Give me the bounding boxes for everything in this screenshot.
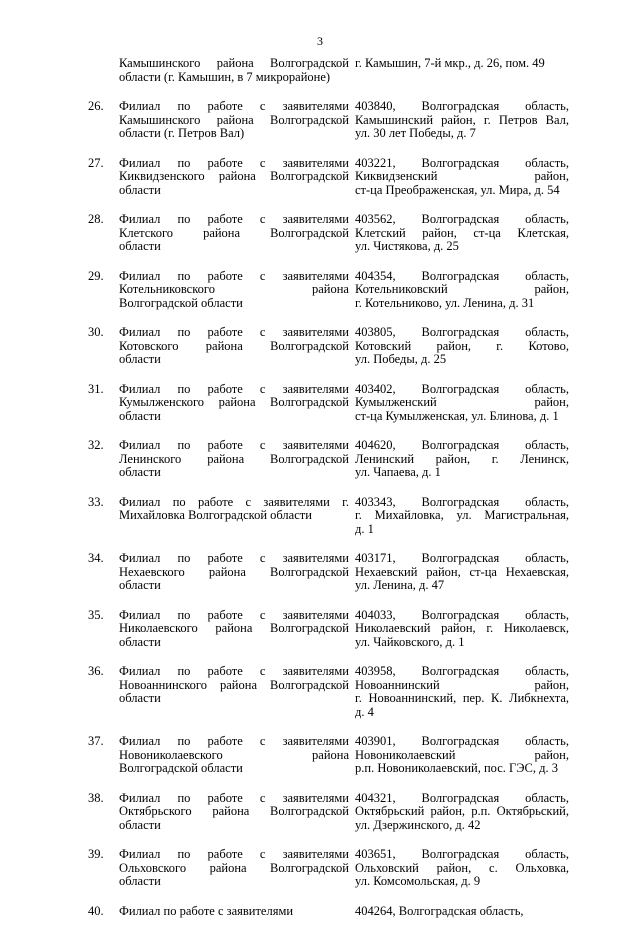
branch-name-line: области (г. Камышин, в 7 микрорайоне) <box>119 69 331 84</box>
list-item <box>0 213 640 254</box>
list-item <box>0 270 640 311</box>
branch-name-line: Камышинского района Волгоградской <box>119 112 349 127</box>
branch-name-line: Филиал по работе с заявителями <box>119 903 294 918</box>
branch-address <box>355 609 569 650</box>
branch-name-line: Октябрьского района Волгоградской <box>119 804 349 818</box>
branch-name <box>119 270 349 311</box>
branch-name-line: Котельниковского района <box>119 282 349 296</box>
address-line: 404264, Волгоградская область, <box>355 903 524 918</box>
list-item <box>0 496 640 537</box>
branch-address <box>355 270 569 311</box>
branch-name-line: области <box>119 239 161 253</box>
branch-name-line: Ленинского района Волгоградской <box>119 451 349 466</box>
entry-number: 28. <box>88 212 104 226</box>
branch-name-line: Филиал по работе с заявителями г. <box>119 494 349 509</box>
address-line: Октябрьский район, р.п. Октябрьский, <box>355 804 569 818</box>
branch-name-line: Киквидзенского района Волгоградской <box>119 169 349 183</box>
branch-address <box>355 383 569 424</box>
entry-number: 36. <box>88 664 104 678</box>
entry-number: 38. <box>88 790 104 805</box>
address-line: Киквидзенский район, <box>355 169 569 183</box>
branch-name <box>119 157 349 198</box>
list-item <box>0 439 640 480</box>
branch-name-line: области <box>119 352 161 366</box>
branch-name-line: Волгоградской области <box>119 761 243 775</box>
entry-number: 32. <box>88 438 104 452</box>
branch-name-line: Филиал по работе с заявителями <box>119 734 349 748</box>
address-line: ул. Дзержинского, д. 42 <box>355 817 481 832</box>
branch-name <box>119 848 349 889</box>
branch-name-line: области <box>119 182 161 197</box>
address-line: 404354, Волгоградская область, <box>355 268 569 283</box>
list-item <box>0 57 640 84</box>
branch-name-line: Филиал по работе с заявителями <box>119 607 349 622</box>
address-line: ул. 30 лет Победы, д. 7 <box>355 126 476 140</box>
branch-name-line: Кумылженского района Волгоградской <box>119 395 349 409</box>
address-line: ул. Победы, д. 25 <box>355 352 447 366</box>
branch-address <box>355 496 569 537</box>
branch-name-line: Клетского района Волгоградской <box>119 225 349 240</box>
address-line: ул. Чапаева, д. 1 <box>355 465 441 479</box>
list-item <box>0 326 640 367</box>
entry-number: 29. <box>88 268 104 283</box>
list-item <box>0 735 640 776</box>
branch-name-line: Нехаевского района Волгоградской <box>119 564 349 579</box>
address-line: ул. Комсомольская, д. 9 <box>355 874 481 888</box>
branch-name-line: области <box>119 817 161 832</box>
address-line: Нехаевский район, ст-ца Нехаевская, <box>355 564 569 579</box>
branch-name-line: области <box>119 634 161 649</box>
address-line: Кумылженский район, <box>355 395 569 409</box>
branch-address <box>355 848 569 889</box>
list-item <box>0 383 640 424</box>
branch-name <box>119 905 349 919</box>
address-line: г. Михайловка, ул. Магистральная, <box>355 508 569 522</box>
list-item <box>0 157 640 198</box>
list-item <box>0 100 640 141</box>
list-item <box>0 609 640 650</box>
address-line: ул. Чайковского, д. 1 <box>355 634 465 649</box>
branch-address <box>355 665 569 719</box>
list-item <box>0 905 640 919</box>
address-line: 403651, Волгоградская область, <box>355 847 569 861</box>
address-line: 403901, Волгоградская область, <box>355 734 569 748</box>
address-line: 404033, Волгоградская область, <box>355 607 569 622</box>
address-line: д. 4 <box>355 704 374 719</box>
branch-address <box>355 157 569 198</box>
branch-name-line: Николаевского района Волгоградской <box>119 621 349 635</box>
branch-name <box>119 326 349 367</box>
branch-name-line: Филиал по работе с заявителями <box>119 268 349 283</box>
address-line: Котовский район, г. Котово, <box>355 338 569 353</box>
address-line: г. Камышин, 7-й мкр., д. 26, пом. 49 <box>355 56 545 70</box>
address-line: 404620, Волгоградская область, <box>355 438 569 452</box>
branch-name-line: области <box>119 465 161 479</box>
entry-number: 33. <box>88 494 104 509</box>
list-item <box>0 848 640 889</box>
branch-name <box>119 57 349 84</box>
branch-name <box>119 496 349 523</box>
entry-number: 31. <box>88 381 104 396</box>
branch-name-line: Новониколаевского района <box>119 747 349 762</box>
address-line: г. Котельниково, ул. Ленина, д. 31 <box>355 295 535 310</box>
address-line: ул. Чистякова, д. 25 <box>355 239 459 253</box>
branch-address <box>355 213 569 254</box>
list-item <box>0 552 640 593</box>
address-line: Камышинский район, г. Петров Вал, <box>355 112 569 127</box>
branch-name <box>119 439 349 480</box>
branch-name-line: Филиал по работе с заявителями <box>119 438 349 452</box>
address-line: г. Новоаннинский, пер. К. Либкнехта, <box>355 691 569 705</box>
branch-name <box>119 552 349 593</box>
address-line: Клетский район, ст-ца Клетская, <box>355 225 569 240</box>
branch-address <box>355 326 569 367</box>
branch-address <box>355 552 569 593</box>
entry-number: 34. <box>88 551 104 565</box>
branch-name <box>119 609 349 650</box>
branch-name-line: Филиал по работе с заявителями <box>119 155 349 170</box>
branch-name-line: Ольховского района Волгоградской <box>119 860 349 875</box>
address-line: 403840, Волгоградская область, <box>355 99 569 113</box>
branch-name <box>119 100 349 141</box>
branch-name-line: Филиал по работе с заявителями <box>119 551 349 565</box>
branch-list <box>0 57 640 934</box>
list-item <box>0 665 640 719</box>
branch-name-line: Михайловка Волгоградской области <box>119 508 312 522</box>
address-line: Ленинский район, г. Ленинск, <box>355 451 569 466</box>
branch-name-line: области (г. Петров Вал) <box>119 126 245 140</box>
branch-name-line: Новоаннинского района Волгоградской <box>119 677 349 692</box>
branch-name <box>119 735 349 776</box>
list-item <box>0 792 640 833</box>
branch-name-line: области <box>119 408 161 423</box>
entry-number: 27. <box>88 155 104 170</box>
branch-name <box>119 383 349 424</box>
branch-address <box>355 100 569 141</box>
entry-number: 40. <box>88 903 104 918</box>
entry-number: 39. <box>88 847 104 861</box>
address-line: Новониколаевский район, <box>355 747 569 762</box>
address-line: 403343, Волгоградская область, <box>355 494 569 509</box>
branch-name-line: Филиал по работе с заявителями <box>119 212 349 226</box>
branch-name-line: Филиал по работе с заявителями <box>119 381 349 396</box>
address-line: Ольховский район, с. Ольховка, <box>355 860 569 875</box>
entry-number: 26. <box>88 99 104 113</box>
address-line: 403805, Волгоградская область, <box>355 325 569 339</box>
branch-name <box>119 665 349 706</box>
address-line: 403958, Волгоградская область, <box>355 664 569 678</box>
branch-name <box>119 213 349 254</box>
branch-name <box>119 792 349 833</box>
address-line: 403402, Волгоградская область, <box>355 381 569 396</box>
address-line: р.п. Новониколаевский, пос. ГЭС, д. 3 <box>355 761 558 775</box>
entry-number: 30. <box>88 325 104 339</box>
address-line: 403171, Волгоградская область, <box>355 551 569 565</box>
address-line: д. 1 <box>355 521 374 536</box>
branch-name-line: Филиал по работе с заявителями <box>119 99 349 113</box>
branch-name-line: Филиал по работе с заявителями <box>119 790 349 805</box>
branch-name-line: Котовского района Волгоградской <box>119 338 349 353</box>
branch-name-line: Камышинского района Волгоградской <box>119 56 349 70</box>
address-line: ст-ца Преображенская, ул. Мира, д. 54 <box>355 182 560 197</box>
address-line: Новоаннинский район, <box>355 677 569 692</box>
address-line: 404321, Волгоградская область, <box>355 790 569 805</box>
branch-name-line: Волгоградской области <box>119 295 243 310</box>
branch-name-line: Филиал по работе с заявителями <box>119 664 349 678</box>
branch-address <box>355 735 569 776</box>
address-line: Котельниковский район, <box>355 282 569 296</box>
branch-name-line: области <box>119 578 161 592</box>
address-line: Николаевский район, г. Николаевск, <box>355 621 569 635</box>
address-line: ул. Ленина, д. 47 <box>355 578 445 592</box>
branch-address <box>355 57 569 71</box>
branch-name-line: области <box>119 691 161 705</box>
entry-number: 37. <box>88 734 104 748</box>
branch-name-line: Филиал по работе с заявителями <box>119 847 349 861</box>
branch-name-line: области <box>119 874 161 888</box>
address-line: ст-ца Кумылженская, ул. Блинова, д. 1 <box>355 408 559 423</box>
page-number: 3 <box>317 34 323 48</box>
branch-name-line: Филиал по работе с заявителями <box>119 325 349 339</box>
entry-number: 35. <box>88 607 104 622</box>
branch-address <box>355 792 569 833</box>
branch-address <box>355 439 569 480</box>
branch-address <box>355 905 569 919</box>
address-line: 403221, Волгоградская область, <box>355 155 569 170</box>
address-line: 403562, Волгоградская область, <box>355 212 569 226</box>
